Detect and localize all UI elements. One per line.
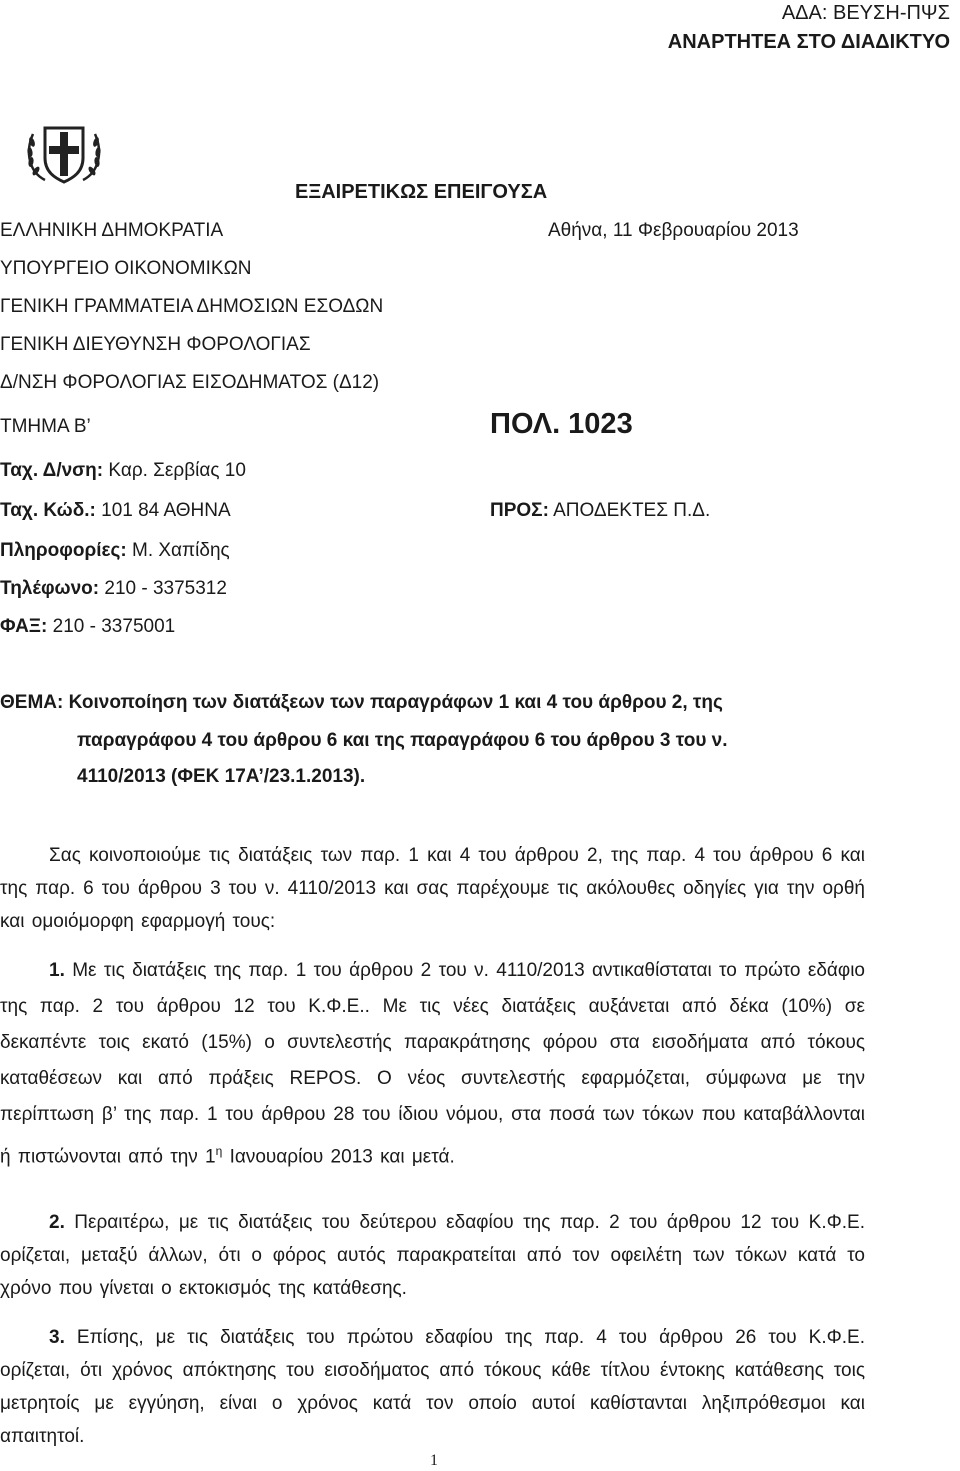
contact-phone: [0, 578, 227, 600]
item-2-number: 2.: [49, 1212, 65, 1233]
item-3-paragraph: [0, 1321, 865, 1453]
contact-postcode-label: Ταχ. Κώδ.:: [0, 500, 96, 521]
item-3-number: 3.: [49, 1327, 65, 1348]
contact-address-label: Ταχ. Δ/νση:: [0, 460, 104, 481]
recipients-value: ΑΠΟΔΕΚΤΕΣ Π.Δ.: [548, 500, 711, 521]
ada-code: ΑΔΑ: ΒΕΥΣΗ-ΠΨΣ: [781, 2, 950, 24]
contact-phone-value: 210 - 3375312: [99, 578, 227, 599]
item-1-paragraph: [0, 953, 865, 1175]
item-3-text: Επίσης, με τις διατάξεις του πρώτου εδαφίου της παρ. 4 του άρθρου 26 του Κ.Φ.Ε. ορίζεται, ότι χρόνος απόκτησης του εισοδήματος από τόκους κάθε τίτλου έντοκης κατάθεσης τοις μετρητοίς με εγγύηση, είναι ο χρόνος κατά τον οποίο αυτοί καθίστανται ληξιπρόθεσμοι και απαιτητοί.: [0, 1327, 865, 1447]
contact-address-value: Καρ. Σερβίας 10: [103, 460, 246, 481]
contact-address: [0, 460, 246, 482]
contact-info: [0, 540, 230, 562]
contact-postcode: [0, 500, 231, 522]
item-2-text: Περαιτέρω, με τις διατάξεις του δεύτερου εδαφίου της παρ. 2 του άρθρου 12 του Κ.Φ.Ε. ορίζεται, μεταξύ άλλων, ότι ο φόρος αυτός παρακρατείται από τον οφειλέτη των τόκων κατά το χρόνο που γίνεται ο εκτοκισμός της κατάθεσης.: [0, 1212, 865, 1299]
sender-directorate: Δ/ΝΣΗ ΦΟΡΟΛΟΓΙΑΣ ΕΙΣΟΔΗΜΑΤΟΣ (Δ12): [0, 372, 380, 393]
sender-secretariat: ΓΕΝΙΚΗ ΓΡΑΜΜΑΤΕΙΑ ΔΗΜΟΣΙΩΝ ΕΣΟΔΩΝ: [0, 296, 384, 317]
contact-info-value: Μ. Χαπίδης: [126, 540, 230, 561]
contact-phone-label: Τηλέφωνο:: [0, 578, 100, 599]
recipients: [490, 500, 710, 522]
sender-country: ΕΛΛΗΝΙΚΗ ΔΗΜΟΚΡΑΤΙΑ: [0, 220, 224, 241]
item-1-number: 1.: [49, 960, 65, 981]
circular-number: ΠΟΛ. 1023: [490, 408, 633, 440]
sender-directorate-general: ΓΕΝΙΚΗ ΔΙΕΥΘΥΝΣΗ ΦΟΡΟΛΟΓΙΑΣ: [0, 334, 311, 355]
sender-ministry: ΥΠΟΥΡΓΕΙΟ ΟΙΚΟΝΟΜΙΚΩΝ: [0, 258, 252, 279]
date-line: Αθήνα, 11 Φεβρουαρίου 2013: [548, 220, 799, 241]
item-2-paragraph: [0, 1206, 865, 1305]
item-1-text-a: Με τις διατάξεις της παρ. 1 του άρθρου 2 του ν. 4110/2013 αντικαθίσταται το πρώτο εδάφιο της παρ. 2 του άρθρου 12 του Κ.Φ.Ε.. Με τις νέες διατάξεις αυξάνεται από δέκα (10%) σε δεκαπέντε τοις εκατό (15%) ο συντελεστής παρακράτησης φόρου στα εισοδήματα από τόκους καταθέσεων και από πράξεις REPOS. Ο νέος συντελεστής εφαρμόζεται, σύμφωνα με την περίπτωση β’ της παρ. 1 του άρθρου 28 του ίδιου νόμου, στα ποσά των τόκων που καταβάλλονται ή πιστώνονται από την 1: [0, 960, 865, 1168]
contact-fax: [0, 616, 175, 638]
subject-line-2: παραγράφου 4 του άρθρου 6 και της παραγράφου 6 του άρθρου 3 του ν.: [77, 730, 728, 751]
publish-note: ΑΝΑΡΤΗΤΕΑ ΣΤΟ ΔΙΑΔΙΚΤΥΟ: [667, 31, 950, 53]
greek-emblem-icon: [23, 120, 105, 188]
subject-line-1: ΘΕΜΑ: Κοινοποίηση των διατάξεων των παραγράφων 1 και 4 του άρθρου 2, της: [0, 692, 723, 713]
sender-section: ΤΜΗΜΑ Β’: [0, 416, 91, 437]
page-number: 1: [430, 1452, 438, 1469]
contact-fax-label: ΦΑΞ:: [0, 616, 48, 637]
intro-paragraph: Σας κοινοποιούμε τις διατάξεις των παρ. 1 και 4 του άρθρου 2, της παρ. 4 του άρθρου 6 και της παρ. 6 του άρθρου 3 του ν. 4110/2013 και σας παρέχουμε τις ακόλουθες οδηγίες για την ορθή και ομοιόμορφη εφαρμογή τους:: [0, 845, 865, 932]
item-1-text-b: Ιανουαρίου 2013 και μετά.: [222, 1146, 455, 1168]
contact-fax-value: 210 - 3375001: [47, 616, 176, 637]
subject-line-3: 4110/2013 (ΦΕΚ 17Α’/23.1.2013).: [77, 766, 366, 787]
contact-postcode-value: 101 84 ΑΘΗΝΑ: [95, 500, 231, 521]
recipients-label: ΠΡΟΣ:: [490, 500, 549, 521]
item-1-superscript: η: [215, 1144, 223, 1158]
contact-info-label: Πληροφορίες:: [0, 540, 127, 561]
priority-label: ΕΞΑΙΡΕΤΙΚΩΣ ΕΠΕΙΓΟΥΣΑ: [295, 181, 548, 203]
